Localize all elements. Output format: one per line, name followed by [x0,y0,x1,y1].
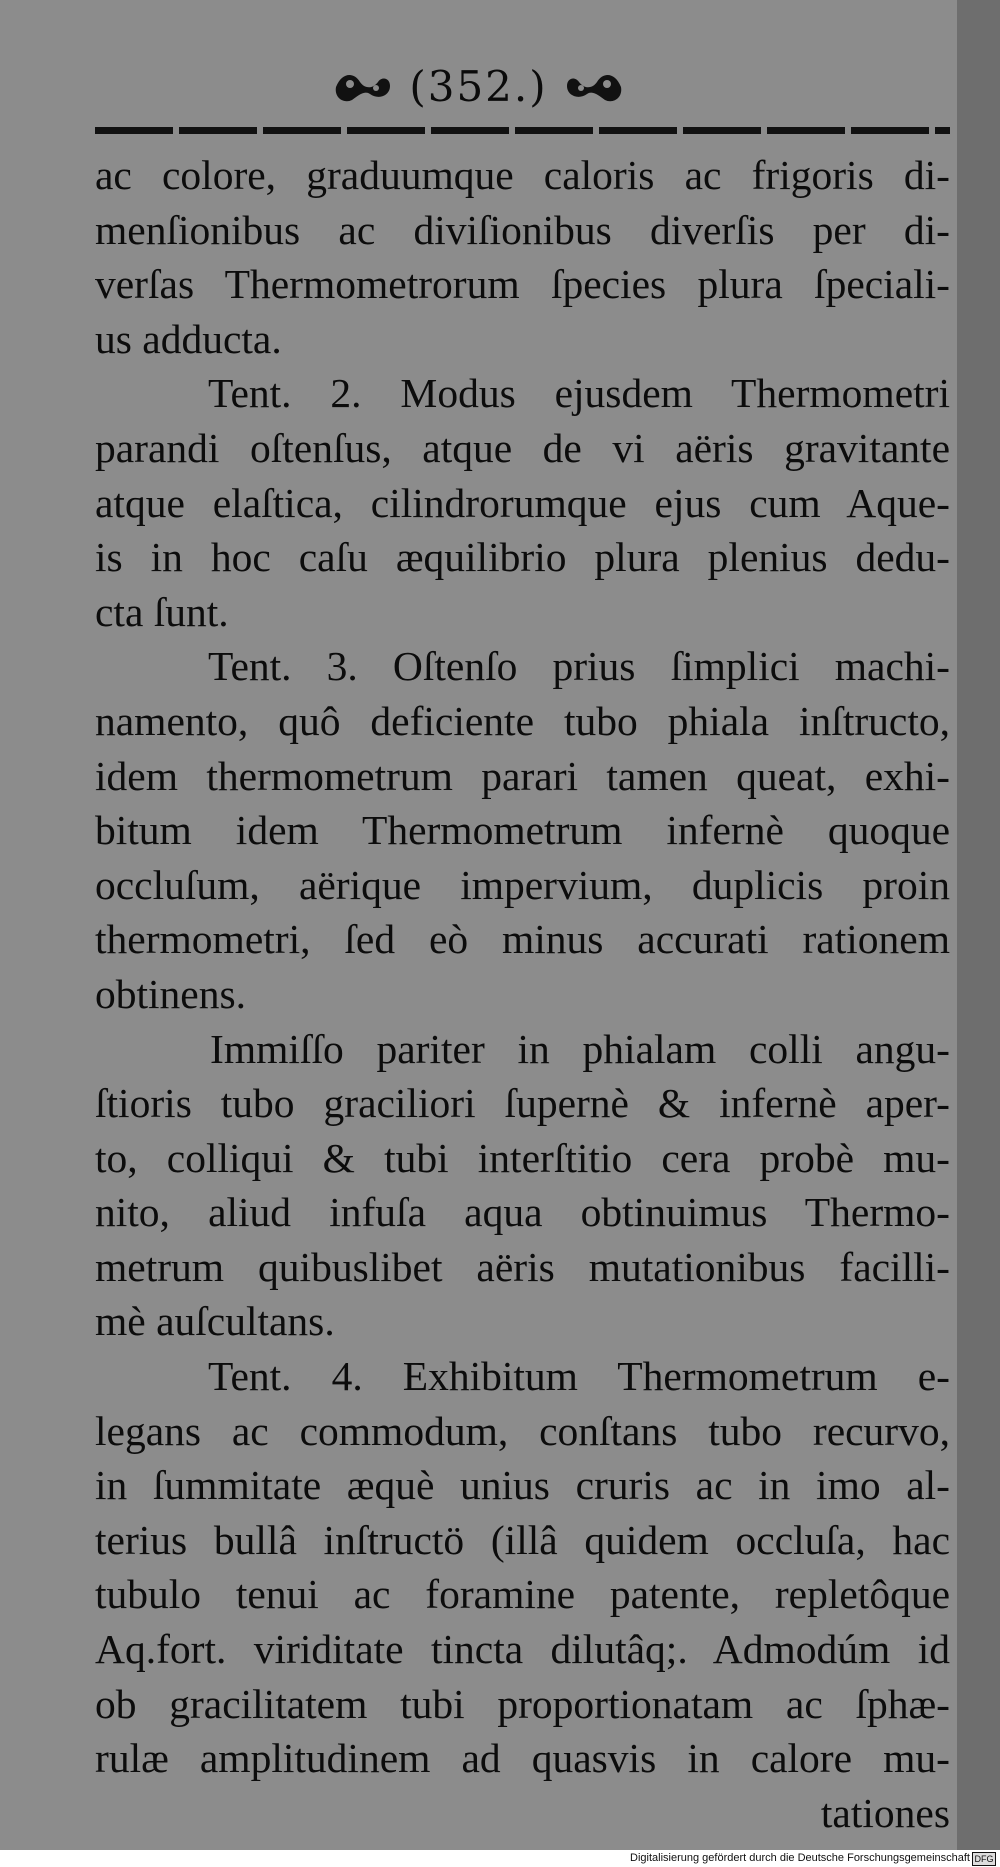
text-line: us adducta. [95,315,282,362]
text-line: cta ſunt. [95,588,229,635]
text-line: bitum idem Thermometrum infernè quoque [95,807,950,854]
text-line: occluſum, aërique impervium, duplicis proin [95,861,950,908]
text-line: rulæ amplitudinem ad quasvis in calore mu- [95,1735,950,1782]
header-rule [95,127,950,134]
text-line: terius bullâ inſtructö (illâ quidem occluſa, hac [95,1516,950,1563]
text-line: thermometri, ſed eò minus accurati rationem [95,916,950,963]
catchword: tationes [820,1789,950,1836]
dfg-logo-icon: DFG [972,1852,996,1866]
text-line: obtinens. [95,970,247,1017]
text-line: Aq.fort. viriditate tincta dilutâq;. Admodúm id [95,1626,950,1673]
text-line: menſionibus ac diviſionibus diverſis per di- [95,206,950,253]
page-header [0,62,957,122]
text-line: ob gracilitatem tubi proportionatam ac ſphæ- [95,1680,950,1727]
text-line: tubulo tenui ac foramine patente, repletôque [95,1571,950,1618]
funding-credit: Digitalisierung gefördert durch die Deutsche Forschungsgemeinschaft [630,1852,970,1864]
text-line: nito, aliud infuſa aqua obtinuimus Thermo- [95,1189,950,1236]
text-line: Tent. 2. Modus ejusdem Thermometri [208,370,950,417]
text-line: legans ac commodum, conſtans tubo recurvo, [95,1407,950,1454]
text-line: idem thermometrum parari tamen queat, exhi- [95,752,950,799]
text-line: mè auſcultans. [95,1298,335,1345]
text-line: atque elaſtica, cilindrorumque ejus cum Aque- [95,479,950,526]
scan-edge [957,0,1000,1867]
text-line: ſtioris tubo graciliori ſupernè & infernè aper- [95,1080,950,1127]
text-line: to, colliqui & tubi interſtitio cera probè mu- [95,1134,950,1181]
text-line: Tent. 3. Oſtenſo prius ſimplici machi- [208,643,950,690]
right-ornament-icon [563,70,625,104]
text-line: metrum quibuslibet aëris mutationibus facilli- [95,1243,950,1290]
page-number: (352.) [409,62,548,111]
text-line: is in hoc caſu æquilibrio plura plenius dedu- [95,534,950,581]
text-line: Immiſſo pariter in phialam colli angu- [210,1025,950,1072]
text-line: in ſummitate æquè unius cruris ac in imo al- [95,1462,950,1509]
body-text [95,148,950,1840]
text-line: parandi oſtenſus, atque de vi aëris gravitante [95,424,950,471]
text-line: ac colore, graduumque caloris ac frigoris di- [95,152,950,198]
text-line: Tent. 4. Exhibitum Thermometrum e- [208,1353,950,1400]
left-ornament-icon [332,70,394,104]
text-line: namento, quô deficiente tubo phiala inſtructo, [95,697,950,744]
text-line: verſas Thermometrorum ſpecies plura ſpeciali- [95,261,950,308]
footer-bar [0,1850,1000,1867]
